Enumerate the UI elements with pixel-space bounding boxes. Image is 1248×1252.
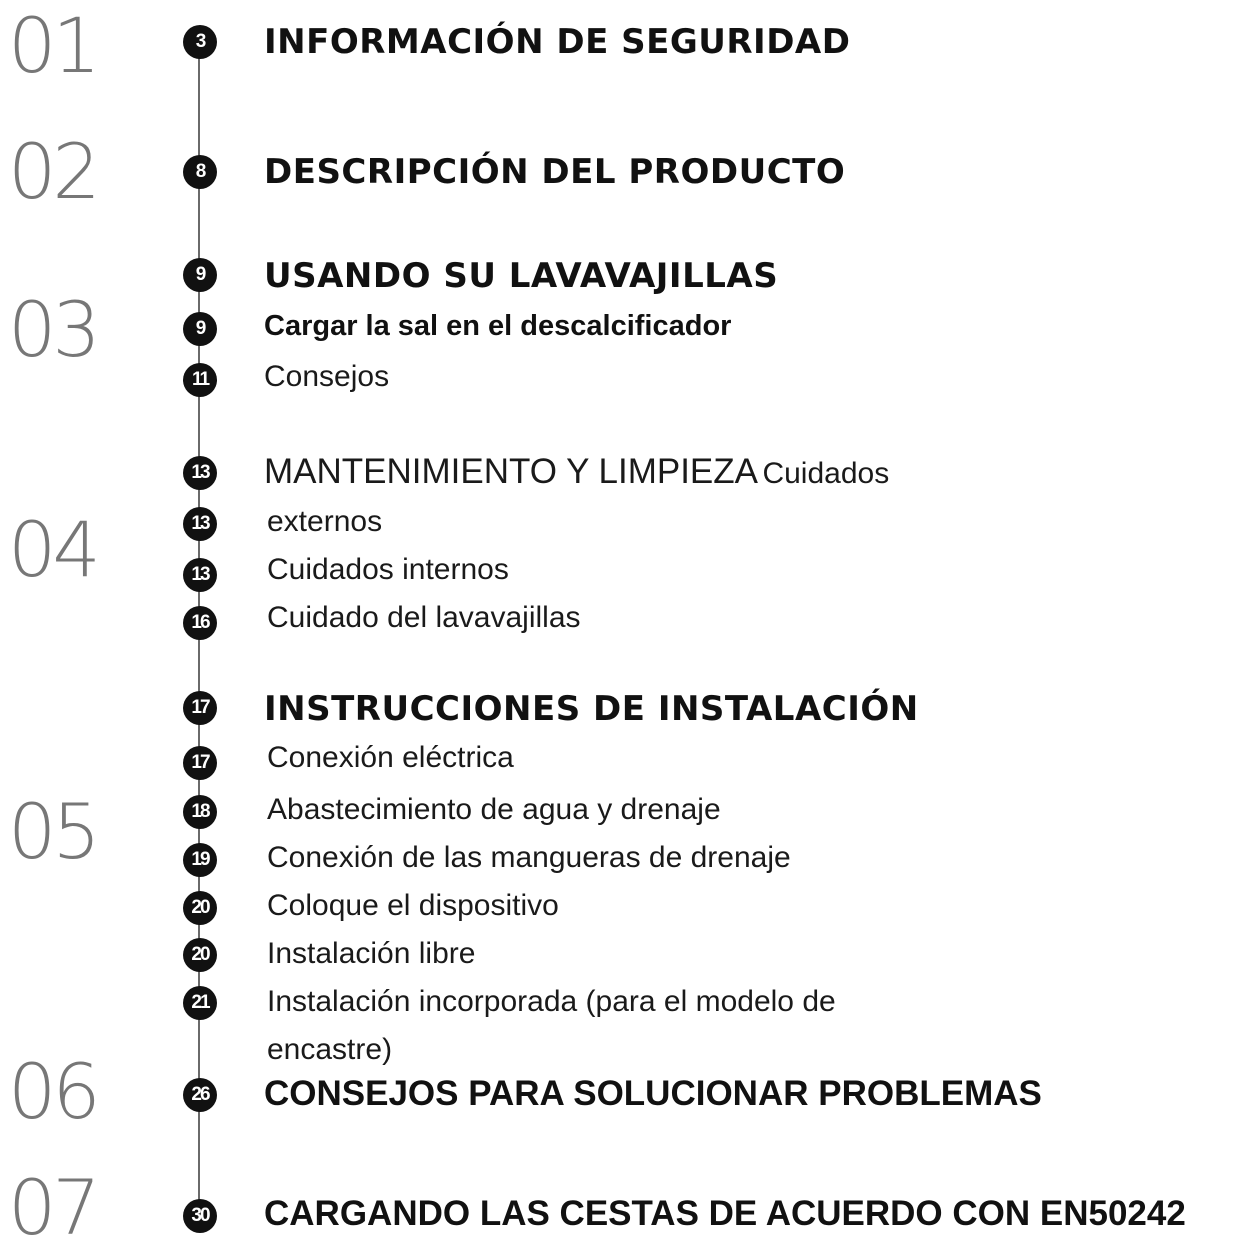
toc-heading-link[interactable]: CARGANDO LAS CESTAS DE ACUERDO CON EN50242	[264, 1194, 1186, 1233]
toc-entry-link[interactable]: Instalación libre	[267, 937, 476, 970]
page-badge: 19	[183, 843, 217, 877]
page-badge: 20	[183, 938, 217, 972]
section-number-03: 03	[8, 285, 97, 374]
toc-entry-link[interactable]: externos	[267, 505, 383, 538]
page-badge: 13	[183, 507, 217, 541]
toc-heading-text: MANTENIMIENTO Y LIMPIEZA	[264, 452, 758, 491]
page-badge: 9	[183, 312, 217, 346]
section-number-05: 05	[8, 787, 97, 876]
page-badge: 21	[183, 986, 217, 1020]
page-badge: 18	[183, 795, 217, 829]
toc-heading-link[interactable]: DESCRIPCIÓN DEL PRODUCTO	[264, 152, 846, 192]
page-badge: 17	[183, 746, 217, 780]
toc-entry-link[interactable]: Cargar la sal en el descalcificador	[264, 310, 732, 342]
toc-entry-link[interactable]: Conexión eléctrica	[267, 741, 514, 774]
toc-entry-link[interactable]: Abastecimiento de agua y drenaje	[267, 793, 721, 826]
toc-heading-link[interactable]: INFORMACIÓN DE SEGURIDAD	[264, 22, 851, 62]
page-badge: 16	[183, 606, 217, 640]
page-badge: 20	[183, 891, 217, 925]
toc-entry-link[interactable]: Conexión de las mangueras de drenaje	[267, 841, 791, 874]
page-badge: 3	[183, 25, 217, 59]
page-badge: 9	[183, 258, 217, 292]
toc-entry-link[interactable]: Cuidado del lavavajillas	[267, 601, 581, 634]
toc-entry-link[interactable]: Consejos	[264, 360, 390, 393]
toc-entry-link[interactable]: Cuidados internos	[267, 553, 509, 586]
page-badge: 26	[183, 1078, 217, 1112]
toc-heading-tail: Cuidados	[762, 457, 890, 490]
page-badge: 8	[183, 155, 217, 189]
page-badge: 17	[183, 691, 217, 725]
section-number-01: 01	[8, 1, 97, 90]
toc-entry-continuation: encastre)	[267, 1033, 393, 1066]
toc-heading-link[interactable]: INSTRUCCIONES DE INSTALACIÓN	[264, 689, 919, 729]
toc-heading-link[interactable]: CONSEJOS PARA SOLUCIONAR PROBLEMAS	[264, 1074, 1042, 1113]
toc-entry-link[interactable]: Coloque el dispositivo	[267, 889, 559, 922]
page-badge: 13	[183, 558, 217, 592]
section-number-04: 04	[8, 505, 97, 594]
section-number-07: 07	[8, 1163, 97, 1252]
section-number-02: 02	[8, 127, 97, 216]
page-badge: 11	[183, 363, 217, 397]
toc-heading-link[interactable]: USANDO SU LAVAVAJILLAS	[264, 256, 779, 296]
toc-heading-link[interactable]	[264, 452, 889, 492]
page-badge: 13	[183, 456, 217, 490]
section-number-06: 06	[8, 1047, 97, 1136]
toc-entry-link[interactable]: Instalación incorporada (para el modelo de	[267, 985, 836, 1018]
page-badge: 30	[183, 1199, 217, 1233]
